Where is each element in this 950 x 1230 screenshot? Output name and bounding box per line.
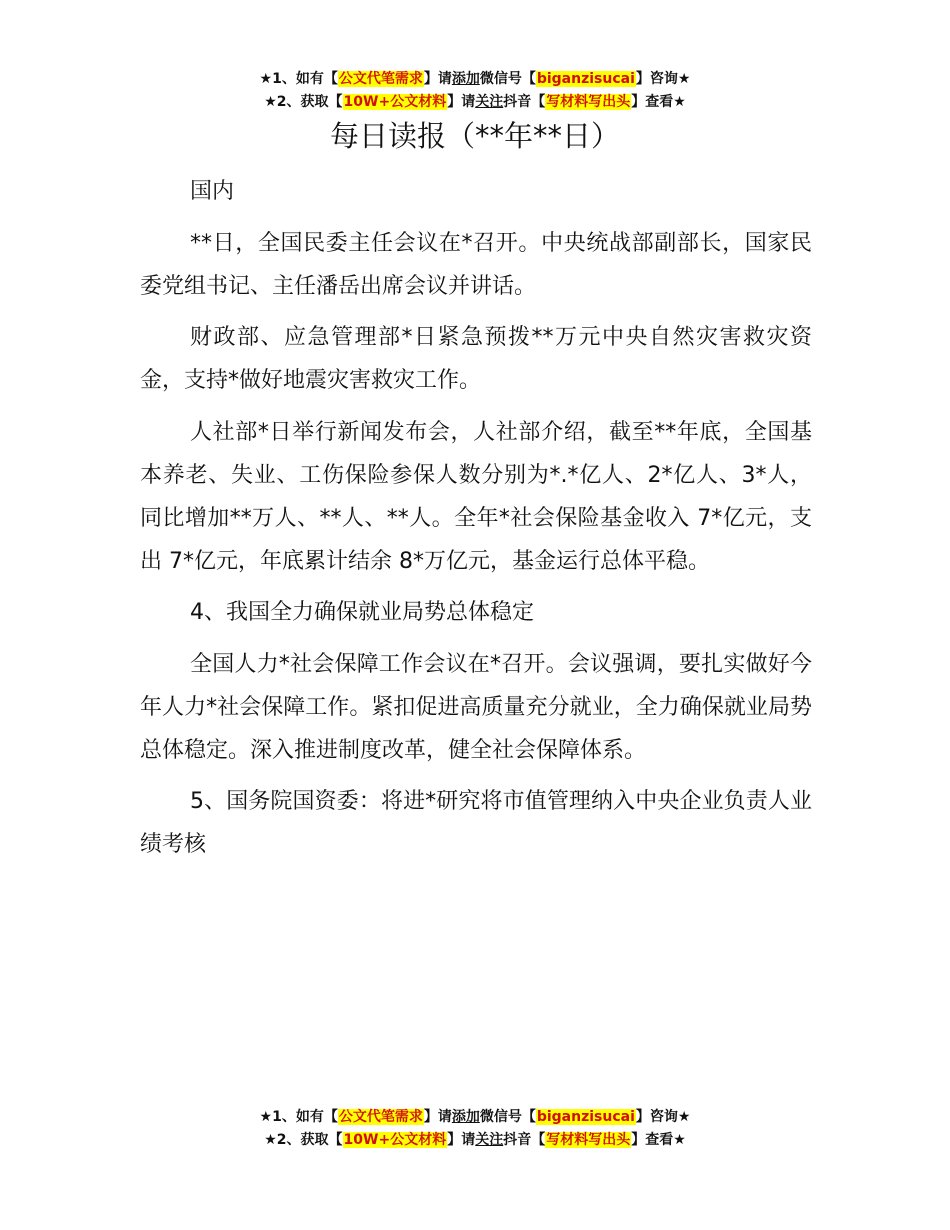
promo-highlight: 10W+公文材料 <box>343 94 447 110</box>
promo-text: 2、获取【 <box>276 1132 343 1148</box>
promo-emphasis: 关注 <box>475 1132 504 1148</box>
paragraph-item-heading: 5、国务院国资委：将进*研究将市值管理纳入中央企业负责人业绩考核 <box>140 789 812 857</box>
promo-emphasis: 添加 <box>451 71 480 87</box>
footer-promo-banner <box>0 1106 950 1152</box>
promo-text: 】咨询 <box>635 71 678 87</box>
promo-line-2 <box>0 91 950 114</box>
star-icon: ★ <box>264 94 277 110</box>
star-icon: ★ <box>259 71 273 87</box>
promo-emphasis: 添加 <box>451 1109 480 1125</box>
star-icon: ★ <box>677 71 691 87</box>
promo-text: 抖音【 <box>503 1132 546 1148</box>
promo-highlight-wechat: biganzisucai <box>536 71 635 87</box>
promo-emphasis: 关注 <box>475 94 504 110</box>
promo-text: 1、如有【 <box>272 1109 338 1125</box>
promo-text: 2、获取【 <box>276 94 343 110</box>
promo-text: 】请 <box>423 71 452 87</box>
promo-highlight-douyin: 写材料写出头 <box>546 94 631 110</box>
promo-text: 抖音【 <box>503 94 546 110</box>
promo-text: 】咨询 <box>635 1109 678 1125</box>
promo-text: 】查看 <box>631 1132 674 1148</box>
promo-highlight: 公文代笔需求 <box>338 1109 423 1125</box>
promo-highlight-douyin: 写材料写出头 <box>546 1132 631 1148</box>
star-icon: ★ <box>673 1132 686 1148</box>
promo-text: 微信号【 <box>479 71 536 87</box>
promo-text: 】请 <box>423 1109 452 1125</box>
paragraph-item-heading: 4、我国全力确保就业局势总体稳定 <box>190 600 534 625</box>
paragraph: **日，全国民委主任会议在*召开。中央统战部副部长，国家民委党组书记、主任潘岳出席会议并讲话。 <box>140 230 812 299</box>
promo-text: 微信号【 <box>479 1109 536 1125</box>
star-icon: ★ <box>264 1132 277 1148</box>
paragraph: 人社部*日举行新闻发布会，人社部介绍，截至**年底，全国基本养老、失业、工伤保险参保人数分别为*.*亿人、2*亿人、3*人，同比增加**万人、**人、**人。全年*社会保险基金收入 7*亿元，支出 7*亿元，年底累计结余 8*万亿元，基金运行总体平稳。 <box>140 419 812 574</box>
promo-line-1 <box>0 1106 950 1129</box>
promo-highlight-wechat: biganzisucai <box>536 1109 635 1125</box>
promo-text: 1、如有【 <box>272 71 338 87</box>
star-icon: ★ <box>259 1109 273 1125</box>
promo-text: 】请 <box>447 94 476 110</box>
star-icon: ★ <box>673 94 686 110</box>
promo-text: 】请 <box>447 1132 476 1148</box>
document-body <box>140 170 812 875</box>
document-title: 每日读报（**年**日） <box>329 119 620 153</box>
paragraph-section-heading: 国内 <box>190 179 235 204</box>
star-icon: ★ <box>677 1109 691 1125</box>
paragraph: 全国人力*社会保障工作会议在*召开。会议强调，要扎实做好今年人力*社会保障工作。紧扣促进高质量充分就业，全力确保就业局势总体稳定。深入推进制度改革，健全社会保障体系。 <box>140 651 812 763</box>
promo-line-2 <box>0 1129 950 1152</box>
promo-text: 】查看 <box>631 94 674 110</box>
promo-highlight: 10W+公文材料 <box>343 1132 447 1148</box>
promo-line-1 <box>0 68 950 91</box>
promo-highlight: 公文代笔需求 <box>338 71 423 87</box>
paragraph: 财政部、应急管理部*日紧急预拨**万元中央自然灾害救灾资金，支持*做好地震灾害救灾工作。 <box>140 325 812 393</box>
header-promo-banner <box>0 68 950 114</box>
